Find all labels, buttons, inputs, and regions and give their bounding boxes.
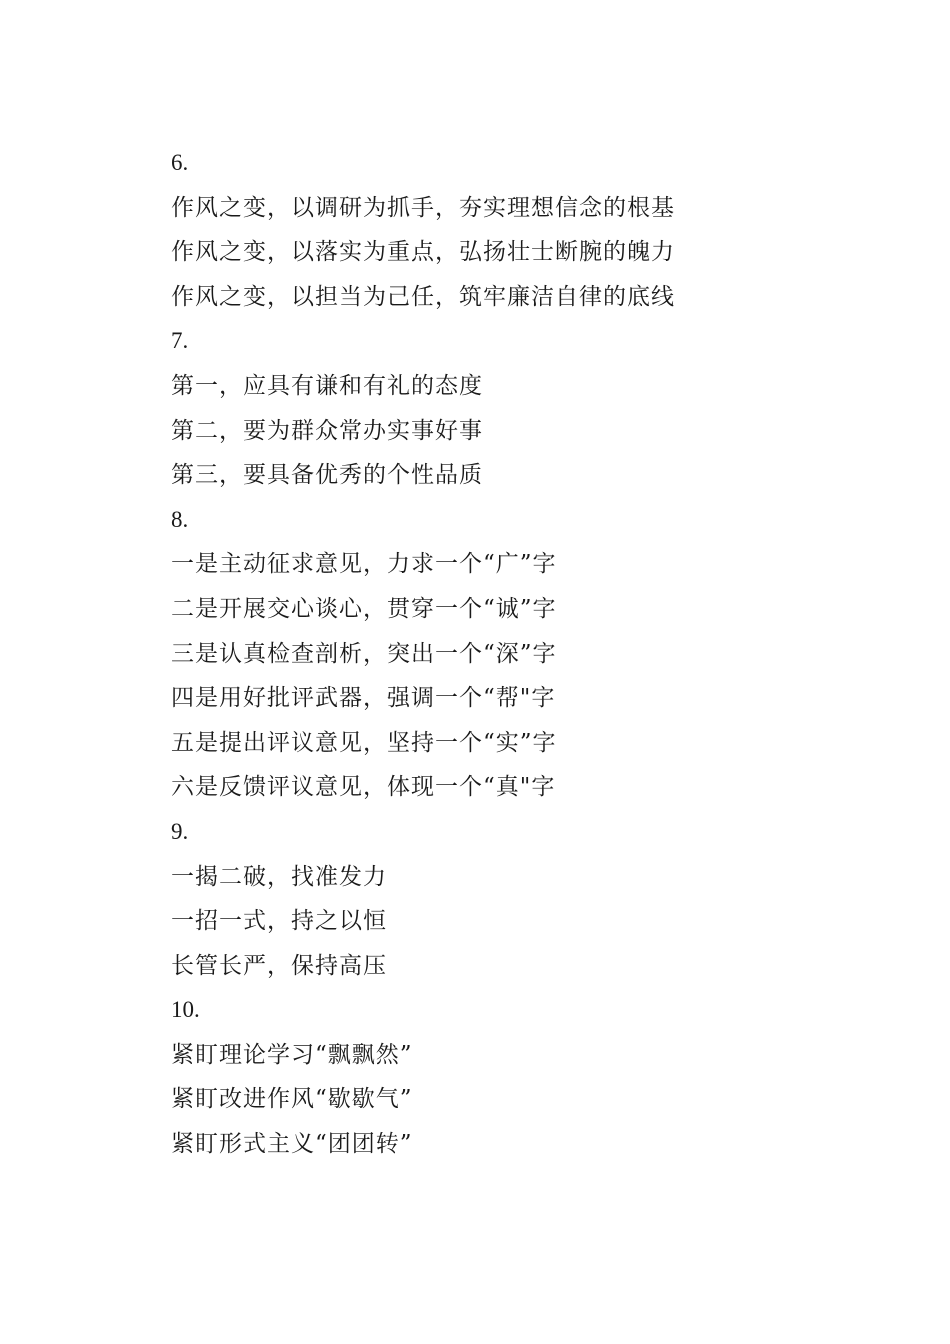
list-item: 六是反馈评议意见，体现一个“真"字 [171,774,556,801]
section-number: 10. [171,997,200,1023]
list-item: 四是用好批评武器，强调一个“帮"字 [171,685,556,712]
list-item: 紧盯改进作风“歇歇气” [171,1086,413,1113]
list-item: 作风之变，以担当为己任，筑牢廉洁自律的底线 [171,283,675,310]
list-item: 三是认真检查剖析，突出一个“深”字 [171,640,557,667]
list-item: 一是主动征求意见，力求一个“广”字 [171,551,557,578]
list-item: 第一，应具有谦和有礼的态度 [171,372,483,399]
list-item: 一招一式，持之以恒 [171,908,387,935]
document-body [171,141,811,1167]
list-item: 五是提出评议意见，坚持一个“实”字 [171,729,557,756]
section-number: 7. [171,328,189,354]
list-item: 第三，要具备优秀的个性品质 [171,462,483,489]
section-number: 8. [171,506,189,532]
list-item: 紧盯理论学习“飘飘然” [171,1041,413,1068]
list-item: 紧盯形式主义“团团转” [171,1131,413,1158]
section-number: 9. [171,818,189,844]
list-item: 第二，要为群众常办实事好事 [171,417,483,444]
list-item: 二是开展交心谈心，贯穿一个“诚”字 [171,595,557,622]
list-item: 作风之变，以落实为重点，弘扬壮士断腕的魄力 [171,239,675,266]
list-item: 长管长严，保持高压 [171,952,387,979]
list-item: 一揭二破，找准发力 [171,863,387,890]
list-item: 作风之变，以调研为抓手，夯实理想信念的根基 [171,194,675,221]
section-number: 6. [171,150,189,175]
